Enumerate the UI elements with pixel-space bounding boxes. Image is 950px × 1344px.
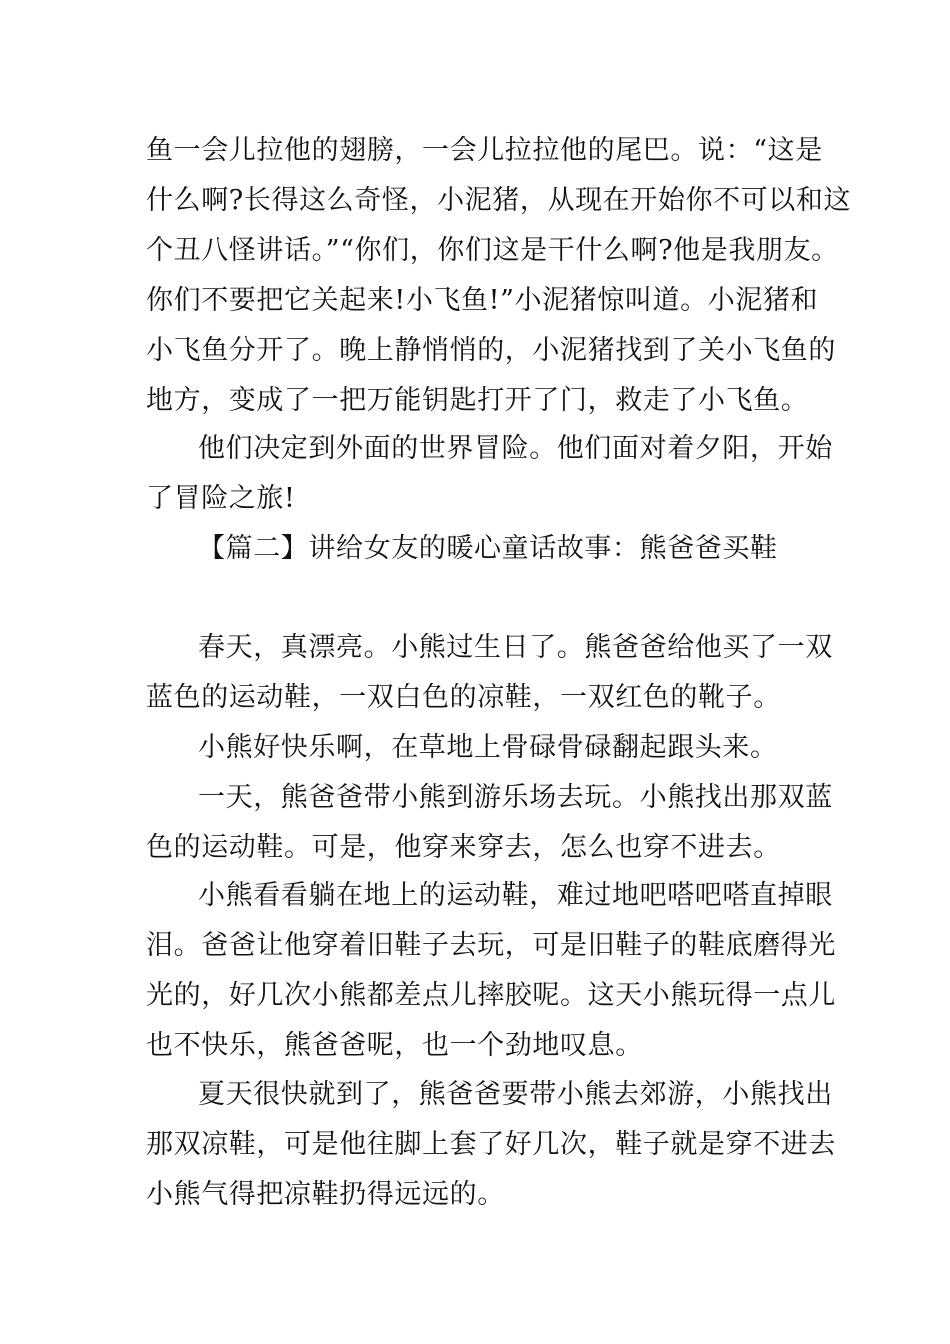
- story2-line-1: 春天，真漂亮。小熊过生日了。熊爸爸给他买了一双: [198, 632, 833, 663]
- story2-line-7: 泪。爸爸让他穿着旧鞋子去玩，可是旧鞋子的鞋底磨得光: [146, 930, 836, 961]
- story1-line-7: 他们决定到外面的世界冒险。他们面对着夕阳，开始: [198, 433, 833, 464]
- story2-line-2: 蓝色的运动鞋，一双白色的凉鞋，一双红色的靴子。: [146, 682, 781, 713]
- section-heading: 【篇二】讲给女友的暖心童话故事：熊爸爸买鞋: [198, 533, 778, 564]
- story1-line-2: 什么啊?长得这么奇怪，小泥猪，从现在开始你不可以和这: [146, 185, 852, 216]
- story1-line-5: 小飞鱼分开了。晚上静悄悄的，小泥猪找到了关小飞鱼的: [146, 335, 836, 366]
- story2-line-12: 小熊气得把凉鞋扔得远远的。: [146, 1179, 505, 1210]
- story2-line-6: 小熊看看躺在地上的运动鞋，难过地吧嗒吧嗒直掉眼: [198, 880, 833, 911]
- story2-line-5: 色的运动鞋。可是，他穿来穿去，怎么也穿不进去。: [146, 832, 781, 863]
- story2-line-9: 也不快乐，熊爸爸呢，也一个劲地叹息。: [146, 1030, 643, 1061]
- story2-line-4: 一天，熊爸爸带小熊到游乐场去玩。小熊找出那双蓝: [198, 782, 833, 813]
- story1-line-8: 了冒险之旅!: [146, 483, 296, 514]
- story1-line-6: 地方，变成了一把万能钥匙打开了门，救走了小飞鱼。: [146, 385, 809, 416]
- story2-line-3: 小熊好快乐啊，在草地上骨碌骨碌翻起跟头来。: [198, 732, 778, 763]
- story2-line-11: 那双凉鞋，可是他往脚上套了好几次，鞋子就是穿不进去: [146, 1129, 836, 1160]
- story1-line-4: 你们不要把它关起来!小飞鱼!”小泥猪惊叫道。小泥猪和: [146, 285, 819, 316]
- story2-line-8: 光的，好几次小熊都差点儿摔胶呢。这天小熊玩得一点儿: [146, 980, 836, 1011]
- story1-line-3: 个丑八怪讲话。”“你们，你们这是干什么啊?他是我朋友。: [146, 235, 839, 266]
- story2-line-10: 夏天很快就到了，熊爸爸要带小熊去郊游，小熊找出: [198, 1079, 833, 1110]
- story1-line-1: 鱼一会儿拉他的翅膀，一会儿拉拉他的尾巴。说：“这是: [146, 135, 823, 166]
